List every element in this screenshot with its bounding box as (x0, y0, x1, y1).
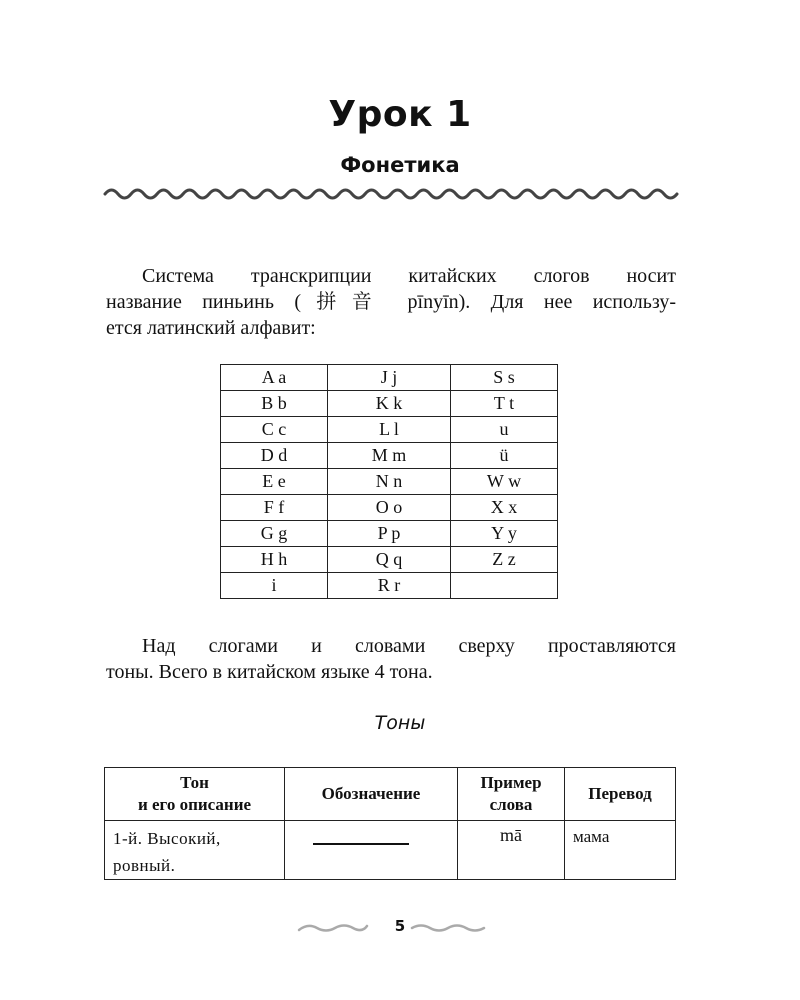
alphabet-cell: N n (328, 469, 451, 495)
header-tone-description (105, 768, 285, 821)
intro-line: ется латинский алфавит: (106, 317, 316, 339)
lesson-title: Урок 1 (328, 94, 472, 135)
alphabet-cell: Q q (328, 547, 451, 573)
footer-wave-right (410, 921, 486, 935)
lesson-subtitle: Фонетика (340, 153, 460, 177)
alphabet-cell: T t (451, 391, 558, 417)
alphabet-cell: A a (221, 365, 328, 391)
alphabet-cell: W w (451, 469, 558, 495)
header-translation: Перевод (565, 768, 676, 821)
alphabet-cell: B b (221, 391, 328, 417)
intro-line: Система транскрипции китайских слогов носит (142, 265, 676, 287)
alphabet-row (221, 417, 558, 443)
header-example-line2: слова (489, 795, 533, 814)
header-notation: Обозначение (285, 768, 458, 821)
alphabet-row (221, 495, 558, 521)
alphabet-cell: S s (451, 365, 558, 391)
tones-table (104, 767, 676, 880)
alphabet-cell: R r (328, 573, 451, 599)
tone-desc-line1: 1-й. Высокий, (113, 829, 221, 848)
alphabet-cell: ü (451, 443, 558, 469)
alphabet-row (221, 521, 558, 547)
intro-paragraph (106, 263, 676, 341)
alphabet-cell (451, 573, 558, 599)
alphabet-cell: G g (221, 521, 328, 547)
alphabet-cell: P p (328, 521, 451, 547)
tone-desc-line2: ровный. (113, 856, 176, 875)
tones-header-row (105, 768, 676, 821)
alphabet-cell: E e (221, 469, 328, 495)
intro-line: название пиньинь (拼音 pīnyīn). Для нее использу- (106, 291, 676, 313)
tones-intro-line: тоны. Всего в китайском языке 4 тона. (106, 661, 433, 683)
header-tone-line2: и его описание (137, 795, 252, 814)
alphabet-cell: i (221, 573, 328, 599)
alphabet-cell: H h (221, 547, 328, 573)
alphabet-cell: O o (328, 495, 451, 521)
tones-intro-line: Над слогами и словами сверху проставляются (142, 635, 676, 657)
page-number: 5 (394, 917, 406, 935)
alphabet-cell: C c (221, 417, 328, 443)
tone-translation: мама (565, 821, 676, 880)
tones-caption: Тоны (374, 712, 426, 734)
tone-row (105, 821, 676, 880)
header-example-line1: Пример (480, 773, 542, 792)
header-tone-line1: Тон (180, 773, 209, 792)
alphabet-cell: Z z (451, 547, 558, 573)
flat-tone-mark (313, 843, 409, 845)
alphabet-table (220, 364, 558, 599)
alphabet-cell: M m (328, 443, 451, 469)
alphabet-row (221, 443, 558, 469)
alphabet-row (221, 469, 558, 495)
alphabet-cell: K k (328, 391, 451, 417)
alphabet-row (221, 365, 558, 391)
alphabet-row (221, 547, 558, 573)
alphabet-cell: J j (328, 365, 451, 391)
tone-description (105, 821, 285, 880)
tones-paragraph (106, 633, 676, 685)
wavy-divider (103, 183, 679, 205)
alphabet-cell: Y y (451, 521, 558, 547)
alphabet-cell: u (451, 417, 558, 443)
tone-notation (285, 821, 458, 880)
alphabet-cell: L l (328, 417, 451, 443)
alphabet-cell: D d (221, 443, 328, 469)
alphabet-cell: F f (221, 495, 328, 521)
alphabet-cell: X x (451, 495, 558, 521)
alphabet-row (221, 573, 558, 599)
alphabet-row (221, 391, 558, 417)
header-example (458, 768, 565, 821)
tone-example: mā (458, 821, 565, 880)
